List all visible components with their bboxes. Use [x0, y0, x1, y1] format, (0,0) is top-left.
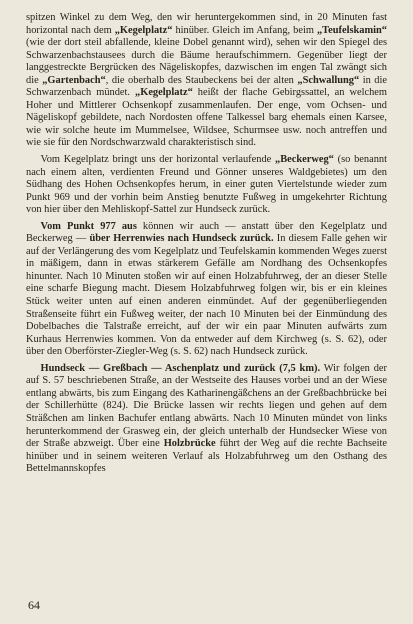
text-run: hinüber. Gleich im Anfang, beim — [172, 24, 317, 36]
bold-text: „Kegelplatz“ — [135, 87, 193, 99]
text-run: heißt der flache Gebirgssattel, an welchem Hoher und Mittlerer Ochsenkopf zusammenlaufen. Der enge, vom Ochsen- und Nägeliskopf gebildete, nach Nordosten offene Talkessel barg ehemals einen Karsee, wie wir solche heute im Mummelsee, Wildsee, Schurmsee usw. noch antreffen und wie sie für den Nordschwarzwald charakteristisch sind. — [26, 87, 387, 149]
paragraph — [26, 12, 387, 150]
text-run: führt der Weg auf die rechte Bachseite hinüber und in seinem weiteren Verlauf als Holzabfuhrweg um den Osthang des Bettelmannskopfes — [26, 438, 387, 475]
bold-text: „Beckerweg“ — [275, 154, 334, 166]
paragraph — [26, 363, 387, 476]
bold-text: Vom Punkt 977 aus — [40, 220, 137, 232]
page-number: 64 — [28, 598, 40, 612]
text-run: In diesem Falle gehen wir auf der Verlängerung des vom Kegelplatz und Teufelskamin kommenden Weges zuerst in mäßigem, dann in etwas stärkerem Gefälle am Nordhang des Ochsenkopfes hinunter. Nach 10 Minuten stoßen wir auf einen Holzabfuhrweg, der an dieser Stelle eine scharfe Biegung macht. Diesem Holzabfuhrweg folgen wir, bis er ein kleines Stück weiter unten auf einen anderen einmündet. Auf der gegenüberliegenden Straßenseite führt ein Fußweg weiter, der nach 10 Minuten bei der Einmündung des Dobelbaches die Talstraße erreicht, auf der wir ein paar Minuten aufwärts zum Kurhaus Herrenwies kommen. Von da entweder auf dem Kirchweg (s. S. 62), oder über den Oberförster-Ziegler-Weg (s. S. 62) nach Hundseck zurück. — [26, 233, 388, 358]
page-body-text — [26, 12, 387, 476]
bold-text: „Schwallung“ — [297, 74, 360, 86]
text-run: (so benannt nach einem alten, verdienten Freund und Gönner unseres Waldgebietes) um den Südhang des Hohen Ochsenkopfes herum, in einer guten Viertelstunde wieder zum Punkt 969 und der vorhin beim Anstieg benutzte Fußweg in umgekehrter Richtung von hier über den Mehliskopf-Sattel zur Hundseck zurück. — [26, 154, 387, 216]
text-run: können wir auch — anstatt über den Kegelplatz und Beckerweg — — [26, 220, 387, 245]
text-run: spitzen Winkel zu dem Weg, den wir heruntergekommen sind, in 20 Minuten fast horizontal nach dem — [26, 12, 387, 36]
paragraph — [26, 221, 387, 359]
bold-text: „Gartenbach“ — [42, 74, 106, 86]
text-run: (wie der dort steil abfallende, kleine Dobel genannt wird), sehen wir den Spiegel des Schwarzenbachstausees durch die Bäume heraufschimmern. Gegenüber liegt der langgestreckte Bergrücken des Nägeliskopfes, dazwischen im engen Tal zwängt sich die — [26, 37, 387, 86]
text-run: in die Schwarzenbach mündet. — [26, 74, 388, 99]
bold-text: Holzbrücke — [163, 438, 216, 450]
text-run: Vom Kegelplatz bringt uns der horizontal verlaufende — [40, 154, 276, 166]
bold-text: „Teufelskamin“ — [316, 24, 387, 36]
bold-text: über Herrenwies nach Hundseck zurück. — [89, 233, 274, 245]
paragraph — [26, 154, 387, 217]
bold-text: „Kegelplatz“ — [114, 24, 173, 36]
text-run: Wir folgen der auf S. 57 beschriebenen Straße, an der Westseite des Hauses vorbei und an der Wiese entlang abwärts, bis zum Eingang des Katharinengäßchens an der Greßbachbrücke bei der Schillerhütte (824). Die Brücke lassen wir rechts liegen und gehen auf dem Sträßchen am linken Bachufer entlang abwärts. Nach 10 Minuten mündet von links herunterkommend der Grasweg ein, der gleich unterhalb der Hundsecker Wiese von der Straße abzweigt. Über eine — [26, 362, 387, 450]
bold-text: Hundseck — Greßbach — Aschenplatz und zurück (7,5 km). — [40, 362, 321, 374]
text-run: , die oberhalb des Staubeckens bei der alten — [105, 74, 298, 86]
